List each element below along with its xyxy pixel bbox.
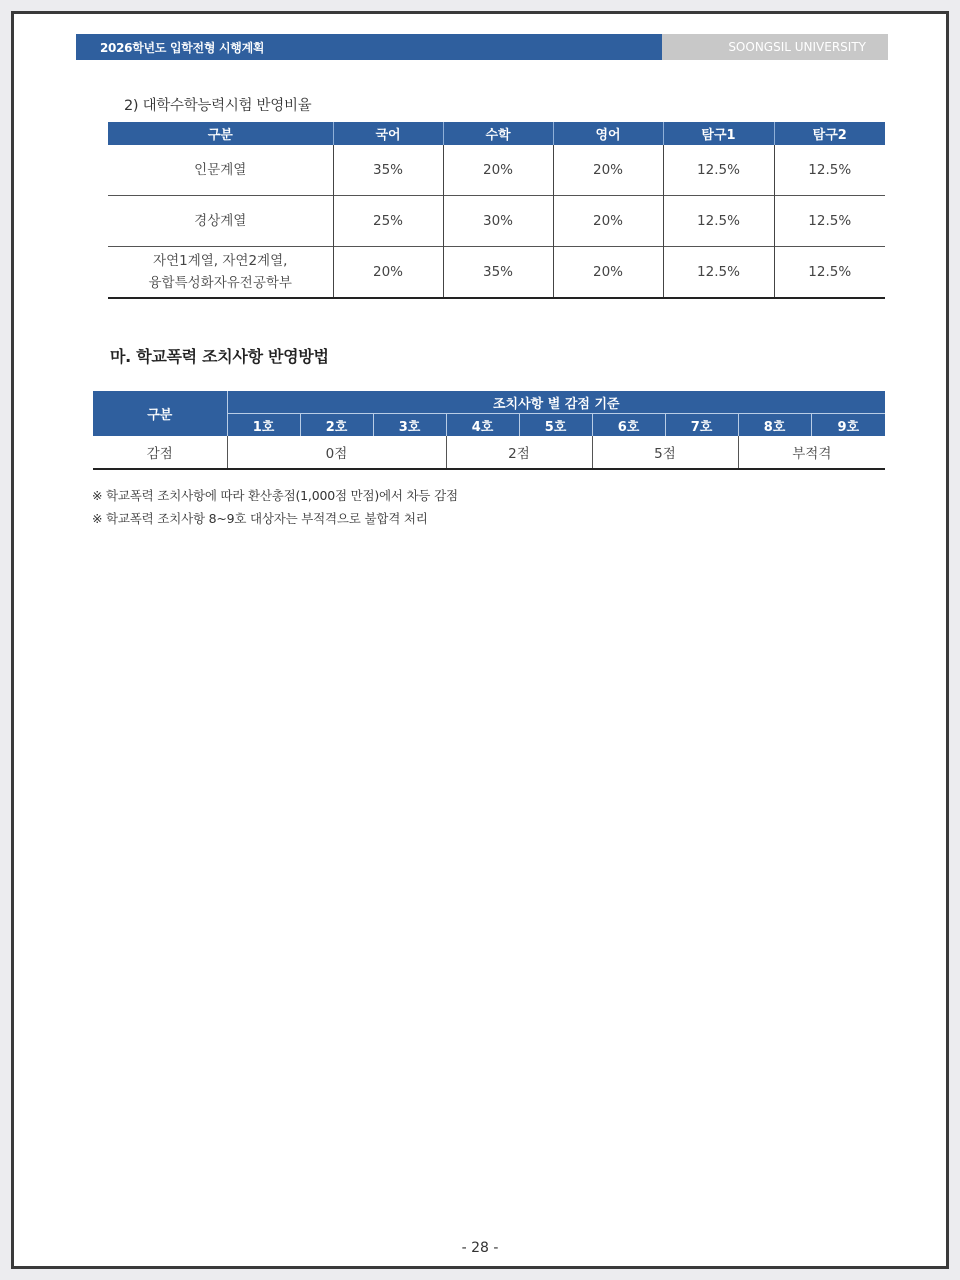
measure-header: 1호 [227, 414, 300, 437]
school-violence-table [93, 391, 885, 470]
row-category-line2: 융합특성화자유전공학부 [148, 275, 292, 291]
measure-header: 5호 [519, 414, 592, 437]
column-header: 국어 [333, 122, 443, 145]
measure-header: 6호 [592, 414, 665, 437]
deduction-label: 감점 [93, 436, 227, 469]
column-header: 수학 [443, 122, 553, 145]
row-category [108, 247, 333, 299]
deduction-cell: 5점 [592, 436, 738, 469]
table-cell: 12.5% [663, 247, 774, 299]
csat-subtitle: 2) 대학수학능력시험 반영비율 [124, 98, 312, 114]
page-header [76, 34, 888, 60]
column-header: 구분 [108, 122, 333, 145]
table-header-row [108, 122, 885, 145]
measure-header: 9호 [811, 414, 885, 437]
table-row [108, 196, 885, 247]
table-cell: 20% [333, 247, 443, 299]
table-row [108, 247, 885, 299]
table-cell: 25% [333, 196, 443, 247]
table-cell: 12.5% [774, 145, 885, 196]
table-cell: 20% [553, 145, 663, 196]
table-row [108, 145, 885, 196]
column-header: 영어 [553, 122, 663, 145]
table-cell: 12.5% [774, 196, 885, 247]
note-item: ※ 학교폭력 조치사항에 따라 환산총점(1,000점 만점)에서 차등 감점 [92, 488, 458, 503]
column-header: 탐구1 [663, 122, 774, 145]
table-cell: 12.5% [774, 247, 885, 299]
table-cell: 35% [333, 145, 443, 196]
table-cell: 12.5% [663, 196, 774, 247]
measure-header: 2호 [300, 414, 373, 437]
document-page [11, 11, 949, 1269]
group-header: 조치사항 별 감점 기준 [227, 391, 885, 414]
document-title: 2026학년도 입학전형 시행계획 [76, 34, 662, 60]
deduction-cell: 2점 [446, 436, 592, 469]
csat-ratio-table [108, 122, 885, 299]
page-number: - 28 - [461, 1240, 499, 1256]
measure-header: 8호 [738, 414, 811, 437]
measure-header: 4호 [446, 414, 519, 437]
table-cell: 20% [553, 196, 663, 247]
table-cell: 20% [443, 145, 553, 196]
table-cell: 35% [443, 247, 553, 299]
table-cell: 20% [553, 247, 663, 299]
column-header: 탐구2 [774, 122, 885, 145]
section-title: 마. 학교폭력 조치사항 반영방법 [110, 347, 329, 366]
notes [92, 484, 458, 530]
row-category-line1: 자연1계열, 자연2계열, [153, 253, 288, 269]
deduction-cell: 0점 [227, 436, 446, 469]
measure-header: 7호 [665, 414, 738, 437]
university-name: SOONGSIL UNIVERSITY [662, 34, 888, 60]
table-header-row [93, 391, 885, 414]
row-header: 구분 [93, 391, 227, 436]
table-cell: 30% [443, 196, 553, 247]
measure-header: 3호 [373, 414, 446, 437]
row-category: 인문계열 [194, 162, 247, 178]
deduction-cell: 부적격 [738, 436, 885, 469]
table-cell: 12.5% [663, 145, 774, 196]
table-row [93, 436, 885, 469]
row-category: 경상계열 [108, 196, 333, 247]
note-item: ※ 학교폭력 조치사항 8~9호 대상자는 부적격으로 불합격 처리 [92, 511, 428, 526]
